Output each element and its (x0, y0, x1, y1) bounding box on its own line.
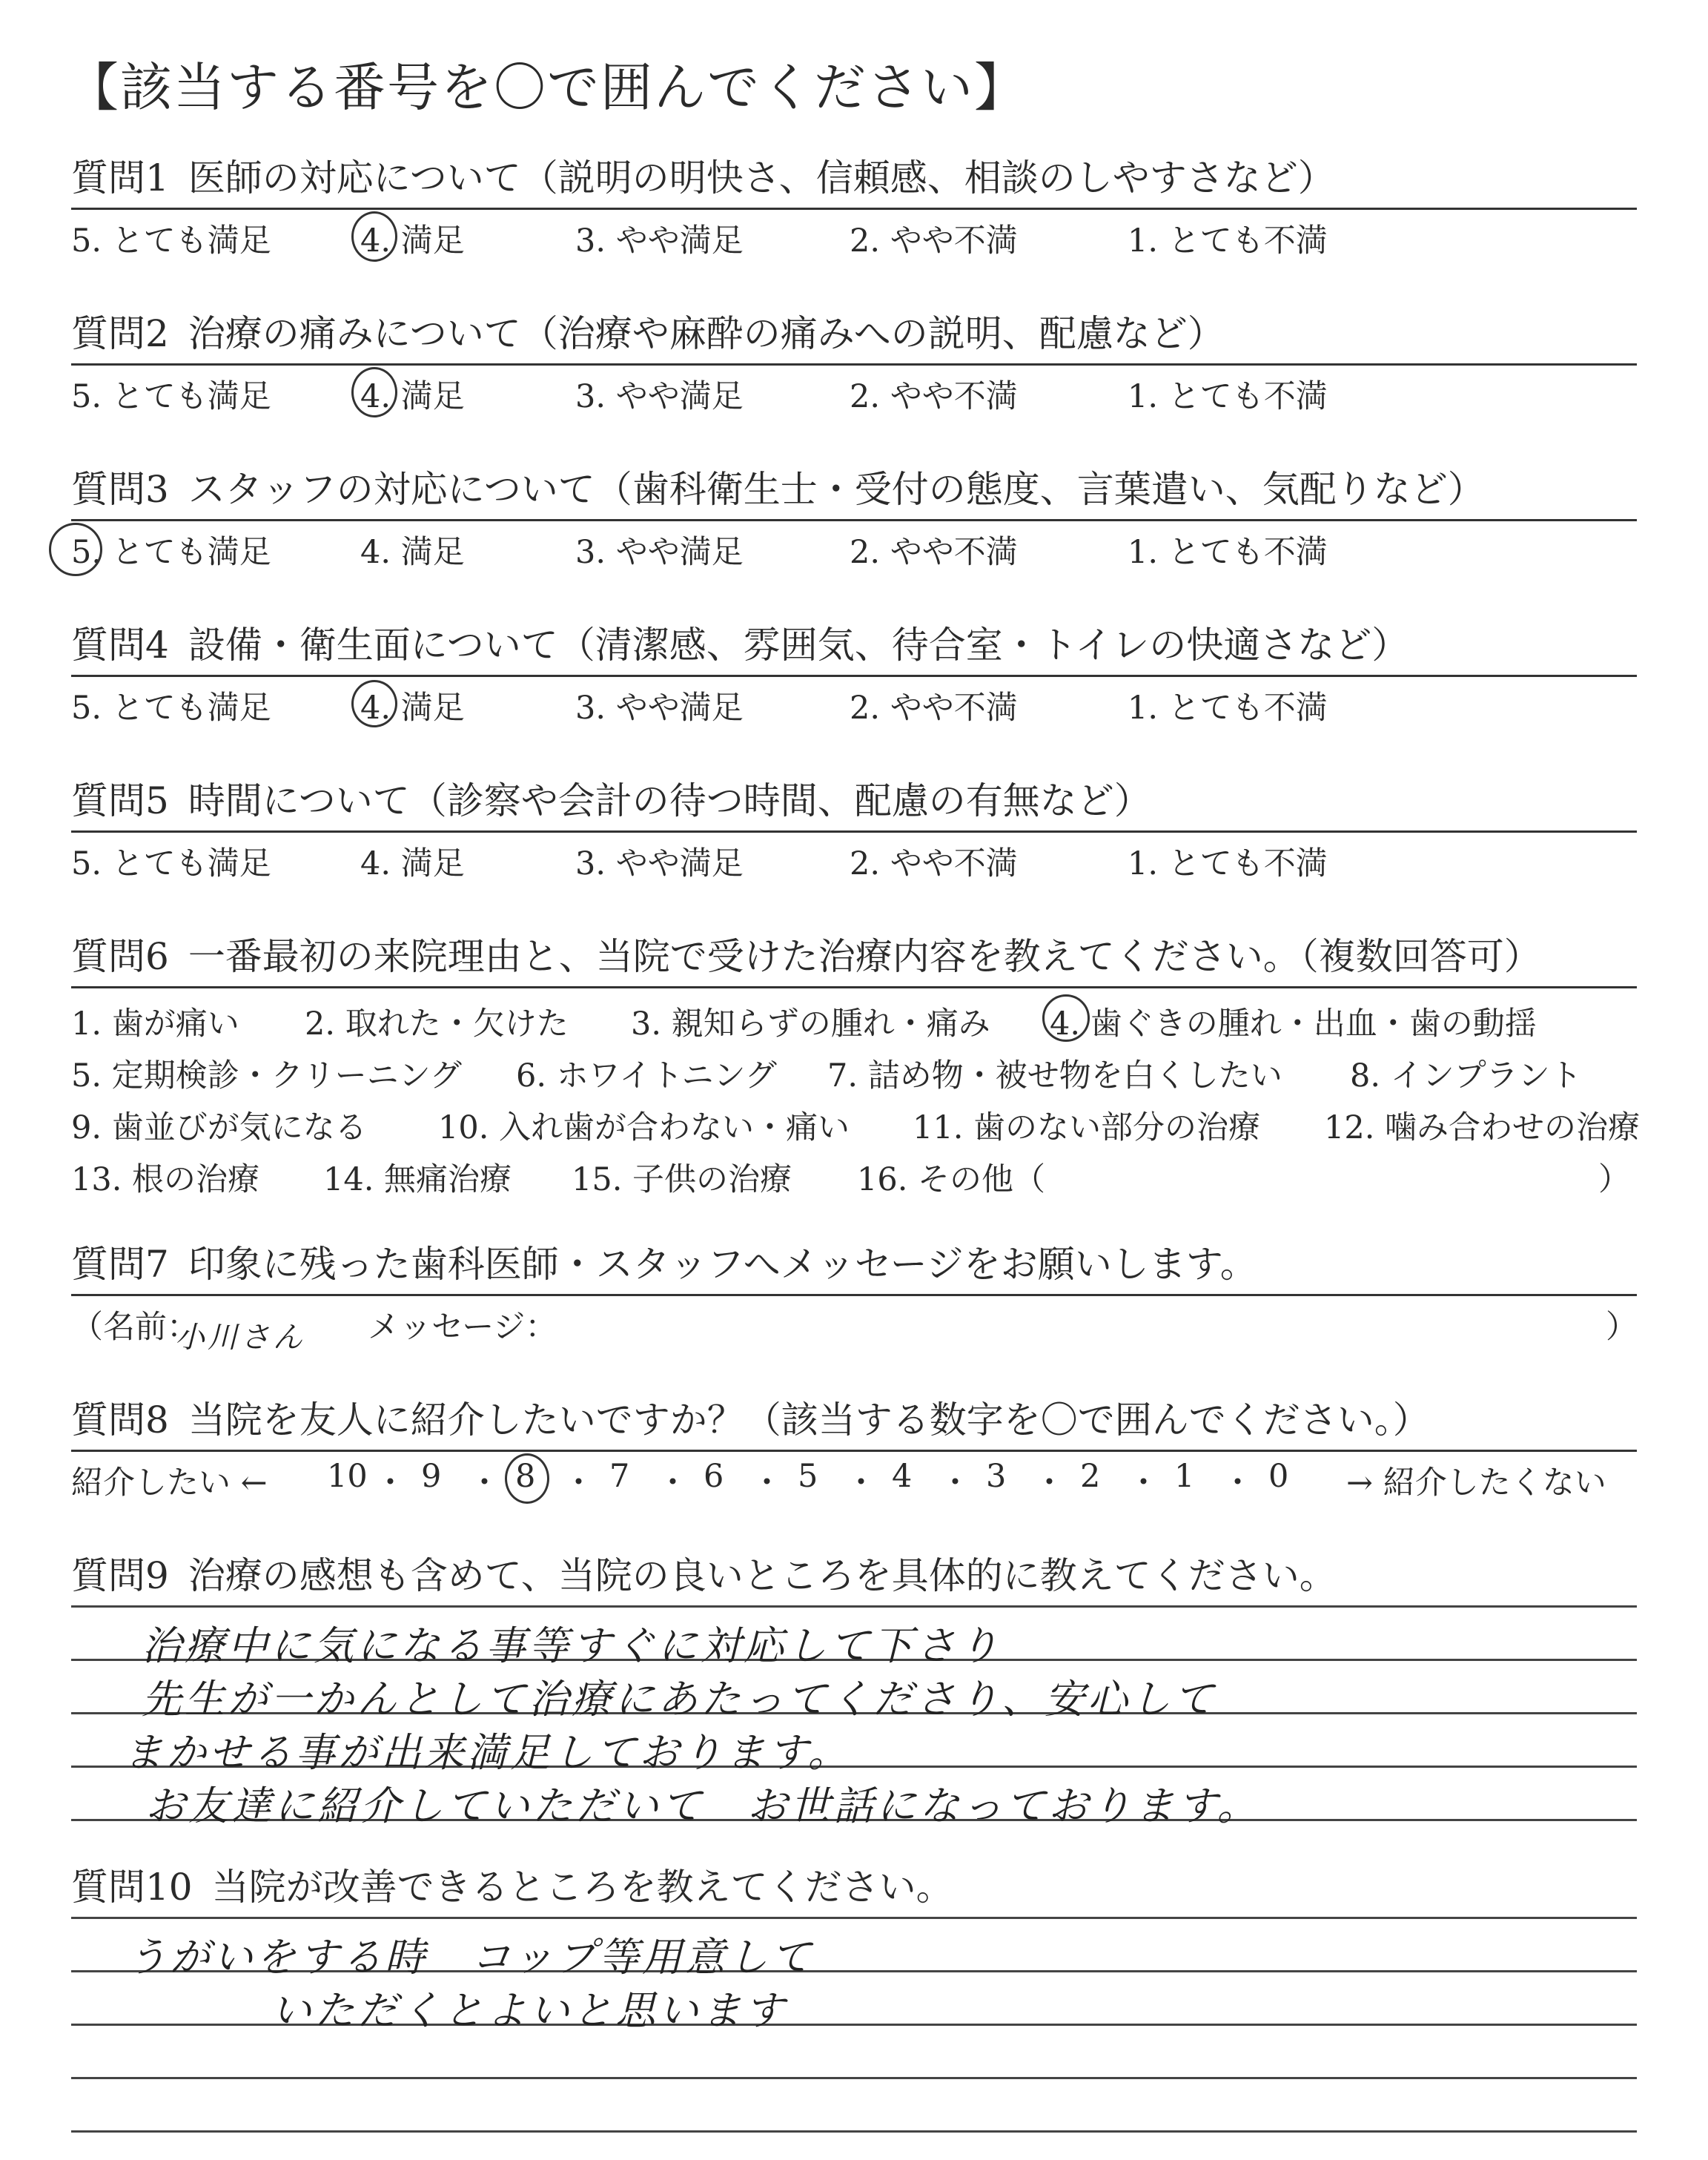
question-6-options (71, 988, 1641, 1211)
scale-value-1[interactable]: 1 (1174, 1458, 1195, 1495)
question-7 (71, 1235, 1638, 1355)
answer-rule (71, 2130, 1637, 2133)
name-label: （名前： (71, 1309, 199, 1346)
question-8 (71, 1390, 1637, 1504)
scale-separator: ・ (563, 1464, 595, 1502)
question-7-answer (71, 1296, 1638, 1355)
question-4-options (71, 677, 1637, 729)
scale-value-5[interactable]: 5 (798, 1458, 818, 1495)
q6-option-3[interactable]: 3. 親知らずの腫れ・痛み (631, 1005, 990, 1043)
referral-scale (71, 1452, 1637, 1504)
scale-separator: ・ (1033, 1464, 1065, 1502)
question-1-options (71, 210, 1637, 262)
question-10-title: 質問10 当院が改善できるところを教えてください。 (71, 1866, 953, 1909)
question-10 (71, 1857, 1637, 2139)
scale-separator: ・ (751, 1464, 783, 1502)
scale-value-7[interactable]: 7 (609, 1458, 630, 1495)
q6-option-2[interactable]: 2. 取れた・欠けた (305, 1005, 569, 1043)
message-label: メッセージ： (368, 1309, 557, 1346)
question-3 (71, 460, 1637, 573)
option-5[interactable]: 5. とても満足 (71, 534, 271, 571)
answer-rule (71, 1917, 1637, 1919)
option-3[interactable]: 3. やや満足 (575, 845, 744, 882)
scale-separator: ・ (845, 1464, 877, 1502)
question-10-answer-area[interactable] (71, 1917, 1637, 2139)
q6-option-14[interactable]: 14. 無痛治療 (323, 1161, 512, 1198)
option-1[interactable]: 1. とても不満 (1128, 378, 1328, 415)
answer-line: まかせる事が出来満足しております。 (123, 1729, 851, 1776)
answer-rule (71, 2077, 1637, 2079)
question-2 (71, 304, 1637, 417)
question-2-title: 質問2 治療の痛みについて（治療や麻酔の痛みへの説明、配慮など） (71, 304, 1637, 366)
name-value[interactable]: 小川さん (175, 1321, 305, 1355)
scale-value-3[interactable]: 3 (986, 1458, 1007, 1495)
scale-value-6[interactable]: 6 (704, 1458, 724, 1495)
option-2[interactable]: 2. やや不満 (850, 378, 1018, 415)
answer-line: 治療中に気になる事等すぐに対応して下さり (142, 1622, 1002, 1669)
scale-value-8[interactable]: 8 (515, 1458, 536, 1495)
answer-line: うがいをする時 コップ等用意して (127, 1934, 814, 1981)
option-4[interactable]: 4. 満足 (360, 378, 465, 415)
scale-value-10[interactable]: 10 (327, 1458, 368, 1495)
option-4[interactable]: 4. 満足 (360, 845, 465, 882)
scale-separator: ・ (374, 1464, 406, 1502)
scale-left-label: 紹介したい ← (71, 1464, 268, 1502)
q6-option-8[interactable]: 8. インプラント (1350, 1057, 1582, 1094)
question-1 (71, 148, 1637, 262)
option-3[interactable]: 3. やや満足 (575, 534, 744, 571)
q6-option-11[interactable]: 11. 歯のない部分の治療 (913, 1109, 1261, 1146)
scale-separator: ・ (1222, 1464, 1254, 1502)
question-9-answer-area[interactable] (71, 1605, 1637, 1880)
question-6 (71, 927, 1641, 1211)
question-5-title: 質問5 時間について（診察や会計の待つ時間、配慮の有無など） (71, 771, 1637, 833)
question-5-options (71, 833, 1637, 885)
answer-line: 先生が一かんとして治療にあたってくださり、安心して (142, 1676, 1217, 1723)
message-close-paren: ） (1606, 1309, 1638, 1346)
option-1[interactable]: 1. とても不満 (1128, 845, 1328, 882)
scale-value-2[interactable]: 2 (1080, 1458, 1101, 1495)
scale-right-label: → 紹介したくない (1346, 1464, 1606, 1502)
scale-separator: ・ (939, 1464, 971, 1502)
option-1[interactable]: 1. とても不満 (1128, 534, 1328, 571)
option-1[interactable]: 1. とても不満 (1128, 222, 1328, 260)
q6-option-15[interactable]: 15. 子供の治療 (572, 1161, 792, 1198)
option-4[interactable]: 4. 満足 (360, 690, 465, 727)
question-3-options (71, 521, 1637, 573)
option-2[interactable]: 2. やや不満 (850, 690, 1018, 727)
q6-option-12[interactable]: 12. 噛み合わせの治療 (1324, 1109, 1641, 1146)
answer-line: お友達に紹介していただいて お世話になっております。 (145, 1783, 1260, 1829)
question-2-options (71, 366, 1637, 417)
option-5[interactable]: 5. とても満足 (71, 690, 271, 727)
q6-option-4[interactable]: 4. 歯ぐきの腫れ・出血・歯の動揺 (1050, 1005, 1537, 1043)
q6-option-6[interactable]: 6. ホワイトニング (516, 1057, 777, 1094)
q6-option-16[interactable]: 16. その他（ (857, 1161, 1046, 1198)
scale-value-4[interactable]: 4 (892, 1458, 913, 1495)
question-9 (71, 1546, 1637, 1880)
question-4 (71, 615, 1637, 729)
scale-value-0[interactable]: 0 (1268, 1458, 1289, 1495)
q6-option-9[interactable]: 9. 歯並びが気になる (71, 1109, 367, 1146)
option-4[interactable]: 4. 満足 (360, 222, 465, 260)
option-5[interactable]: 5. とても満足 (71, 222, 271, 260)
option-1[interactable]: 1. とても不満 (1128, 690, 1328, 727)
option-2[interactable]: 2. やや不満 (850, 222, 1018, 260)
question-3-title: 質問3 スタッフの対応について（歯科衛生士・受付の態度、言葉遣い、気配りなど） (71, 460, 1637, 521)
q6-option-1[interactable]: 1. 歯が痛い (71, 1005, 239, 1043)
scale-separator: ・ (1128, 1464, 1159, 1502)
scale-separator: ・ (657, 1464, 689, 1502)
answer-line: いただくとよいと思います (271, 1987, 787, 2034)
option-3[interactable]: 3. やや満足 (575, 690, 744, 727)
question-9-title: 質問9 治療の感想も含めて、当院の良いところを具体的に教えてください。 (71, 1554, 1337, 1597)
q6-option-5[interactable]: 5. 定期検診・クリーニング (71, 1057, 462, 1094)
q6-other-close-paren: ） (1598, 1161, 1630, 1198)
question-4-title: 質問4 設備・衛生面について（清潔感、雰囲気、待合室・トイレの快適さなど） (71, 615, 1637, 677)
option-3[interactable]: 3. やや満足 (575, 378, 744, 415)
scale-value-9[interactable]: 9 (421, 1458, 442, 1495)
option-2[interactable]: 2. やや不満 (850, 534, 1018, 571)
question-5 (71, 771, 1637, 885)
option-5[interactable]: 5. とても満足 (71, 845, 271, 882)
question-6-title: 質問6 一番最初の来院理由と、当院で受けた治療内容を教えてください。（複数回答可） (71, 927, 1637, 988)
q6-option-10[interactable]: 10. 入れ歯が合わない・痛い (438, 1109, 850, 1146)
scale-separator: ・ (469, 1464, 500, 1502)
question-7-title: 質問7 印象に残った歯科医師・スタッフへメッセージをお願いします。 (71, 1235, 1637, 1296)
q6-option-7[interactable]: 7. 詰め物・被せ物を白くしたい (827, 1057, 1282, 1094)
q6-option-13[interactable]: 13. 根の治療 (71, 1161, 260, 1198)
option-4[interactable]: 4. 満足 (360, 534, 465, 571)
option-2[interactable]: 2. やや不満 (850, 845, 1018, 882)
option-3[interactable]: 3. やや満足 (575, 222, 744, 260)
form-heading: 【該当する番号を〇で囲んでください】 (67, 57, 1027, 118)
question-8-title: 質問8 当院を友人に紹介したいですか？（該当する数字を〇で囲んでください。） (71, 1390, 1637, 1452)
question-1-title: 質問1 医師の対応について（説明の明快さ、信頼感、相談のしやすさなど） (71, 148, 1637, 210)
answer-rule (71, 1605, 1637, 1608)
option-5[interactable]: 5. とても満足 (71, 378, 271, 415)
